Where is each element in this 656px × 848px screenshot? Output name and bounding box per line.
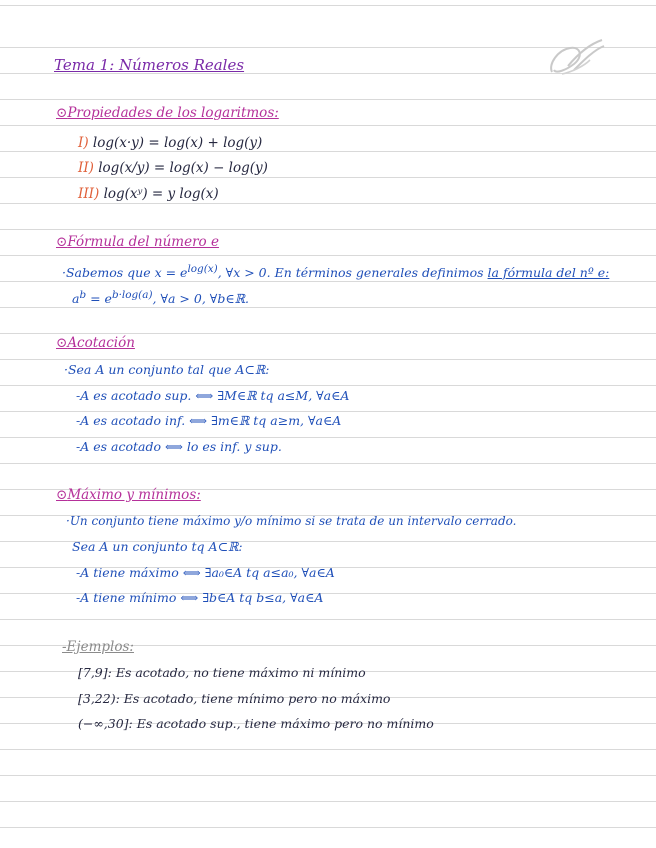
log-item: I) log(x·y) = log(x) + log(y): [78, 135, 263, 151]
acot-item: -A es acotado sup. ⟺ ∃M∈ℝ tq a≤M, ∀a∈A: [76, 388, 350, 403]
maxmin-item: -A tiene mínimo ⟺ ∃b∈A tq b≤a, ∀a∈A: [76, 590, 324, 605]
acot-heading: ⊙Acotación: [56, 335, 135, 351]
bullet-icon: ⊙: [56, 335, 68, 351]
bullet-icon: ⊙: [56, 487, 68, 503]
acot-item: -A es acotado ⟺ lo es inf. y sup.: [76, 439, 282, 454]
acot-item: -A es acotado inf. ⟺ ∃m∈ℝ tq a≥m, ∀a∈A: [76, 413, 342, 428]
example-item: [3,22): Es acotado, tiene mínimo pero no máximo: [78, 691, 391, 706]
e-heading: ⊙Fórmula del número e: [56, 234, 219, 250]
bullet-icon: ⊙: [56, 234, 68, 250]
bullet-icon: ⊙: [56, 105, 68, 121]
maxmin-item: -A tiene máximo ⟺ ∃a₀∈A tq a≤a₀, ∀a∈A: [76, 565, 335, 580]
log-item: III) log(xʸ) = y log(x): [78, 186, 219, 202]
log-heading: ⊙Propiedades de los logaritmos:: [56, 105, 279, 121]
log-item: II) log(x/y) = log(x) − log(y): [78, 160, 268, 176]
signature-logo: [544, 36, 608, 80]
maxmin-line: Sea A un conjunto tq A⊂ℝ:: [72, 539, 243, 554]
acot-intro: ·Sea A un conjunto tal que A⊂ℝ:: [64, 362, 270, 377]
page-title: Tema 1: Números Reales: [54, 56, 245, 74]
e-definition-line: ·Sabemos que $x = e^{log(x)}$, ∀x > 0. En términos generales definimos la fórmula del nº e:: [62, 263, 610, 281]
e-formula-line: $a^b = e^{b\cdot log(a)}$, ∀a > 0, ∀b∈ℝ.: [72, 289, 249, 307]
maxmin-line: ·Un conjunto tiene máximo y/o mínimo si se trata de un intervalo cerrado.: [66, 514, 517, 528]
example-item: (−∞,30]: Es acotado sup., tiene máximo pero no mínimo: [78, 716, 434, 731]
examples-heading: -Ejemplos:: [62, 639, 134, 655]
example-item: [7,9]: Es acotado, no tiene máximo ni mínimo: [78, 665, 366, 680]
maxmin-heading: ⊙Máximo y mínimos:: [56, 487, 201, 503]
